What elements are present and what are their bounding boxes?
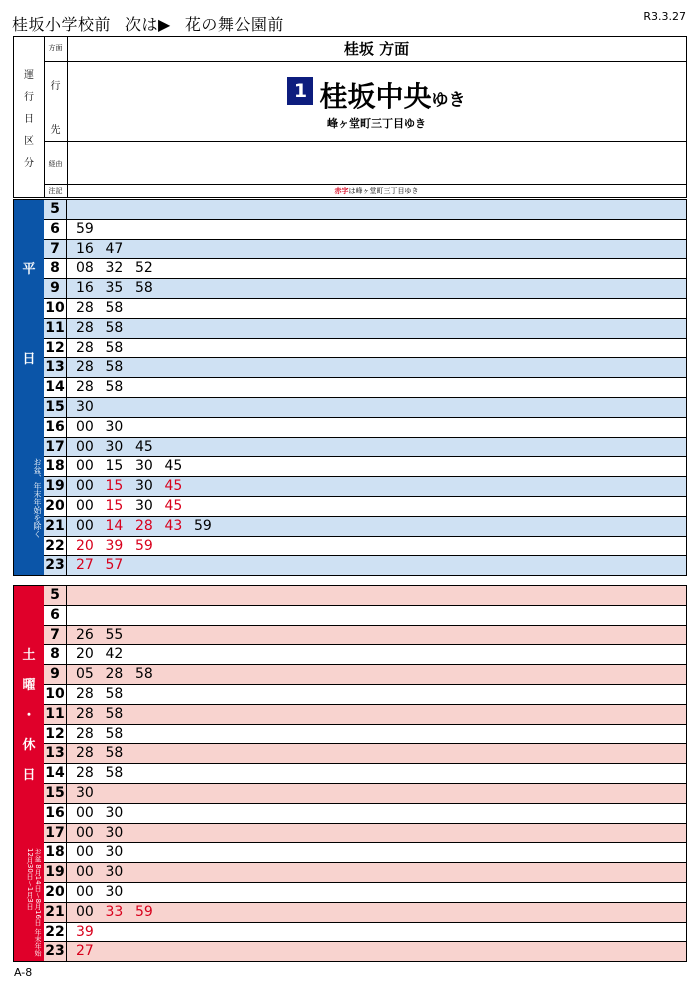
weekday-exclusion-note: お盆、年末年始を除く xyxy=(33,458,42,538)
via-label: 経由 xyxy=(48,160,63,168)
timetable-row xyxy=(44,586,686,606)
departure-minute: 00 xyxy=(76,458,94,475)
hour-cell: 12 xyxy=(44,725,67,744)
minutes-cell xyxy=(76,299,135,318)
departure-minute-red: 14 xyxy=(105,517,124,534)
minutes-cell xyxy=(76,824,135,843)
minutes-cell xyxy=(76,517,224,536)
hour-cell: 8 xyxy=(44,259,67,278)
departure-minute: 58 xyxy=(105,705,124,722)
hour-cell: 16 xyxy=(44,804,67,823)
timetable-row xyxy=(44,923,686,943)
departure-minute: 00 xyxy=(76,438,94,455)
newyear-dates: 12月30日〜1月3日 xyxy=(26,848,34,910)
hour-cell: 10 xyxy=(44,685,67,704)
departure-minute: 58 xyxy=(105,745,124,762)
hour-cell: 17 xyxy=(44,438,67,457)
hour-cell: 8 xyxy=(44,645,67,664)
departure-minute: 28 xyxy=(76,339,94,356)
hour-cell: 10 xyxy=(44,299,67,318)
minutes-cell xyxy=(76,942,106,961)
hour-cell: 22 xyxy=(44,537,67,556)
minutes-cell xyxy=(76,626,135,645)
holiday-label-char: 土 xyxy=(22,648,36,663)
timetable-row xyxy=(44,685,686,705)
revision-date: R3.3.27 xyxy=(643,10,686,23)
stop-name: 桂坂小学校前 xyxy=(12,15,112,34)
minutes-cell xyxy=(76,903,165,922)
minutes-cell xyxy=(76,240,135,259)
timetable-row xyxy=(44,843,686,863)
hour-cell: 23 xyxy=(44,942,67,961)
minutes-cell xyxy=(76,923,106,942)
holiday-label-char: 日 xyxy=(22,768,36,783)
departure-minute: 30 xyxy=(135,458,153,475)
hour-cell: 17 xyxy=(44,824,67,843)
departure-minute: 30 xyxy=(105,438,124,455)
departure-minute: 30 xyxy=(105,418,124,435)
destination-block xyxy=(67,75,686,115)
departure-minute: 58 xyxy=(105,686,124,702)
departure-minute: 58 xyxy=(105,339,124,356)
timetable-row xyxy=(44,220,686,240)
departure-minute: 20 xyxy=(76,646,94,663)
direction-label: 方面 xyxy=(48,44,63,52)
timetable-row xyxy=(44,824,686,844)
departure-minute: 00 xyxy=(76,418,94,435)
hour-cell: 19 xyxy=(44,477,67,496)
departure-minute: 58 xyxy=(105,379,124,396)
holiday-label-char: 休 xyxy=(22,738,36,753)
hour-cell: 5 xyxy=(44,586,67,605)
timetable-row xyxy=(44,883,686,903)
timetable-row xyxy=(44,418,686,438)
minutes-cell xyxy=(76,804,135,823)
minutes-cell xyxy=(76,438,165,457)
timetable-row xyxy=(44,705,686,725)
departure-minute: 47 xyxy=(105,240,124,257)
timetable-row xyxy=(44,744,686,764)
destination-name: 桂坂中央 xyxy=(319,80,432,113)
obon-dates: 8月14日〜8月16日 xyxy=(34,864,42,926)
obon-label: お盆 xyxy=(34,848,42,862)
timetable-row xyxy=(44,665,686,685)
hour-cell: 13 xyxy=(44,358,67,377)
departure-minute: 30 xyxy=(105,824,124,841)
departure-minute: 28 xyxy=(76,319,94,336)
departure-minute: 00 xyxy=(76,498,94,514)
departure-minute-red: 59 xyxy=(135,903,153,920)
timetable-row xyxy=(44,378,686,398)
departure-minute-red: 27 xyxy=(76,943,94,960)
departure-minute: 00 xyxy=(76,478,94,495)
timetable-row xyxy=(44,497,686,517)
departure-minute: 05 xyxy=(76,666,94,683)
timetable-row xyxy=(44,942,686,962)
departure-minute: 30 xyxy=(76,399,94,415)
departure-minute: 28 xyxy=(76,725,94,742)
departure-minute: 55 xyxy=(105,626,124,643)
departure-minute-red: 39 xyxy=(76,923,94,940)
departure-minute: 30 xyxy=(105,864,124,881)
minutes-cell xyxy=(76,378,135,397)
departure-minute: 28 xyxy=(76,765,94,782)
minutes-cell xyxy=(76,705,135,724)
departure-minute: 00 xyxy=(76,824,94,841)
timetable-row xyxy=(44,804,686,824)
minutes-cell xyxy=(76,843,135,862)
departure-minute: 28 xyxy=(76,705,94,722)
timetable-row xyxy=(44,398,686,418)
timetable-row xyxy=(44,517,686,537)
departure-minute-red: 15 xyxy=(105,478,124,495)
page-number: A-8 xyxy=(14,966,33,979)
departure-minute: 58 xyxy=(105,359,124,376)
holiday-label-char: 曜 xyxy=(22,678,36,693)
hour-cell: 21 xyxy=(44,903,67,922)
next-stop-name: 花の舞公園前 xyxy=(184,15,284,34)
timetable-row xyxy=(44,537,686,557)
departure-minute: 28 xyxy=(76,359,94,376)
minutes-cell xyxy=(76,398,106,417)
hour-cell: 11 xyxy=(44,705,67,724)
timetable-row xyxy=(44,556,686,576)
hour-cell: 5 xyxy=(44,200,67,219)
minutes-cell xyxy=(76,537,165,556)
sub-destination: 峰ヶ堂町三丁目ゆき xyxy=(327,117,426,130)
timetable-row xyxy=(44,358,686,378)
minutes-cell xyxy=(76,339,135,358)
holiday-timetable xyxy=(13,585,687,962)
departure-minute: 00 xyxy=(76,864,94,881)
departure-minute-red: 39 xyxy=(105,537,124,554)
departure-minute: 00 xyxy=(76,903,94,920)
departure-minute: 58 xyxy=(105,725,124,742)
departure-minute-red: 57 xyxy=(105,557,124,574)
minutes-cell xyxy=(76,220,106,239)
destination-label-1: 行 xyxy=(50,81,61,92)
minutes-cell xyxy=(76,259,165,278)
departure-minute: 28 xyxy=(76,300,94,316)
timetable-row xyxy=(44,240,686,260)
departure-minute: 58 xyxy=(105,319,124,336)
departure-minute: 45 xyxy=(164,458,183,475)
stop-title-line xyxy=(12,12,284,35)
timetable-row xyxy=(44,626,686,646)
timetable-row xyxy=(44,784,686,804)
departure-minute: 15 xyxy=(105,458,124,475)
departure-minute: 30 xyxy=(76,785,94,801)
weekday-label-char: 平 xyxy=(22,262,36,277)
departure-minute-red: 59 xyxy=(135,537,153,554)
timetable-row xyxy=(44,606,686,626)
departure-minute-red: 33 xyxy=(105,903,124,920)
hour-cell: 15 xyxy=(44,398,67,417)
departure-minute: 28 xyxy=(76,379,94,396)
hour-cell: 18 xyxy=(44,457,67,476)
departure-minute: 59 xyxy=(76,220,94,237)
departure-minute: 32 xyxy=(105,260,124,277)
minutes-cell xyxy=(76,279,165,298)
hour-cell: 15 xyxy=(44,784,67,803)
hour-cell: 9 xyxy=(44,665,67,684)
minutes-cell xyxy=(76,883,135,902)
timetable-row xyxy=(44,259,686,279)
next-label: 次は▶ xyxy=(125,15,171,34)
timetable-row xyxy=(44,764,686,784)
departure-minute-red: 43 xyxy=(164,517,183,534)
departure-minute: 30 xyxy=(105,804,124,821)
note-red-key: 赤字 xyxy=(334,187,349,195)
holiday-label-char: ・ xyxy=(22,708,36,723)
route-info-box xyxy=(13,36,687,198)
timetable-row xyxy=(44,200,686,220)
departure-minute: 00 xyxy=(76,804,94,821)
hour-cell: 18 xyxy=(44,843,67,862)
timetable-row xyxy=(44,339,686,359)
hour-cell: 9 xyxy=(44,279,67,298)
minutes-cell xyxy=(76,319,135,338)
timetable-row xyxy=(44,725,686,745)
departure-minute: 30 xyxy=(105,844,124,861)
departure-minute-red: 20 xyxy=(76,537,94,554)
hour-cell: 7 xyxy=(44,240,67,259)
note-text xyxy=(67,185,686,197)
minutes-cell xyxy=(76,863,135,882)
hour-cell: 16 xyxy=(44,418,67,437)
timetable-row xyxy=(44,279,686,299)
weekday-timetable xyxy=(13,199,687,576)
departure-minute: 28 xyxy=(105,666,124,683)
hour-cell: 13 xyxy=(44,744,67,763)
hour-cell: 21 xyxy=(44,517,67,536)
departure-minute: 00 xyxy=(76,517,94,534)
note-body: は峰ヶ堂町三丁目ゆき xyxy=(348,187,419,195)
minutes-cell xyxy=(76,497,194,516)
minutes-cell xyxy=(76,725,135,744)
departure-minute: 00 xyxy=(76,844,94,861)
departure-minute: 58 xyxy=(135,666,153,683)
route-number-badge: 1 xyxy=(287,77,313,105)
minutes-cell xyxy=(76,457,194,476)
timetable-row xyxy=(44,863,686,883)
divider xyxy=(44,61,686,62)
departure-minute-red: 45 xyxy=(164,498,183,514)
departure-minute: 58 xyxy=(135,280,153,297)
timetable-row xyxy=(44,299,686,319)
minutes-cell xyxy=(76,358,135,377)
departure-minute: 16 xyxy=(76,240,94,257)
hour-cell: 22 xyxy=(44,923,67,942)
departure-minute: 30 xyxy=(135,498,153,514)
hour-cell: 23 xyxy=(44,556,67,575)
hour-cell: 19 xyxy=(44,863,67,882)
departure-minute: 58 xyxy=(105,765,124,782)
minutes-cell xyxy=(76,645,135,664)
departure-minute: 30 xyxy=(135,478,153,495)
departure-minute: 59 xyxy=(194,517,212,534)
departure-minute-red: 28 xyxy=(135,517,153,534)
holiday-included-note xyxy=(16,848,42,958)
hour-cell: 20 xyxy=(44,497,67,516)
departure-minute-red: 45 xyxy=(164,478,183,495)
weekday-band xyxy=(14,200,44,575)
departure-minute: 45 xyxy=(135,438,153,455)
minutes-cell xyxy=(76,764,135,783)
notes-label: 注記 xyxy=(48,187,63,195)
divider xyxy=(44,141,686,142)
hour-cell: 14 xyxy=(44,378,67,397)
hour-cell: 6 xyxy=(44,220,67,239)
hour-cell: 7 xyxy=(44,626,67,645)
direction-text: 桂坂 方面 xyxy=(343,40,410,58)
minutes-cell xyxy=(76,418,135,437)
minutes-cell xyxy=(76,477,194,496)
weekday-label-char: 日 xyxy=(22,352,36,367)
hour-cell: 11 xyxy=(44,319,67,338)
minutes-cell xyxy=(76,744,135,763)
timetable-row xyxy=(44,319,686,339)
departure-minute-red: 27 xyxy=(76,557,94,574)
service-category-label: 運 行 日 区 分 xyxy=(24,70,34,169)
minutes-cell xyxy=(76,665,165,684)
timetable-row xyxy=(44,438,686,458)
hour-cell: 20 xyxy=(44,883,67,902)
hour-cell: 12 xyxy=(44,339,67,358)
minutes-cell xyxy=(76,685,135,704)
departure-minute: 16 xyxy=(76,280,94,297)
service-category-cell xyxy=(14,37,45,197)
departure-minute: 35 xyxy=(105,280,124,297)
destination-suffix: ゆき xyxy=(431,90,466,111)
departure-minute: 52 xyxy=(135,260,153,277)
departure-minute: 08 xyxy=(76,260,94,277)
departure-minute: 26 xyxy=(76,626,94,643)
hour-cell: 6 xyxy=(44,606,67,625)
departure-minute-red: 15 xyxy=(105,498,124,514)
departure-minute: 30 xyxy=(105,884,124,900)
timetable-row xyxy=(44,645,686,665)
timetable-row xyxy=(44,477,686,497)
destination-label-2: 先 xyxy=(50,125,61,136)
holiday-band xyxy=(14,586,44,961)
minutes-cell xyxy=(76,784,106,803)
departure-minute: 58 xyxy=(105,300,124,316)
departure-minute: 42 xyxy=(105,646,124,663)
departure-minute: 00 xyxy=(76,884,94,900)
timetable-row xyxy=(44,903,686,923)
newyear-label: 年末年始 xyxy=(34,928,42,957)
departure-minute: 28 xyxy=(76,686,94,702)
departure-minute: 28 xyxy=(76,745,94,762)
timetable-row xyxy=(44,457,686,477)
minutes-cell xyxy=(76,556,135,575)
hour-cell: 14 xyxy=(44,764,67,783)
